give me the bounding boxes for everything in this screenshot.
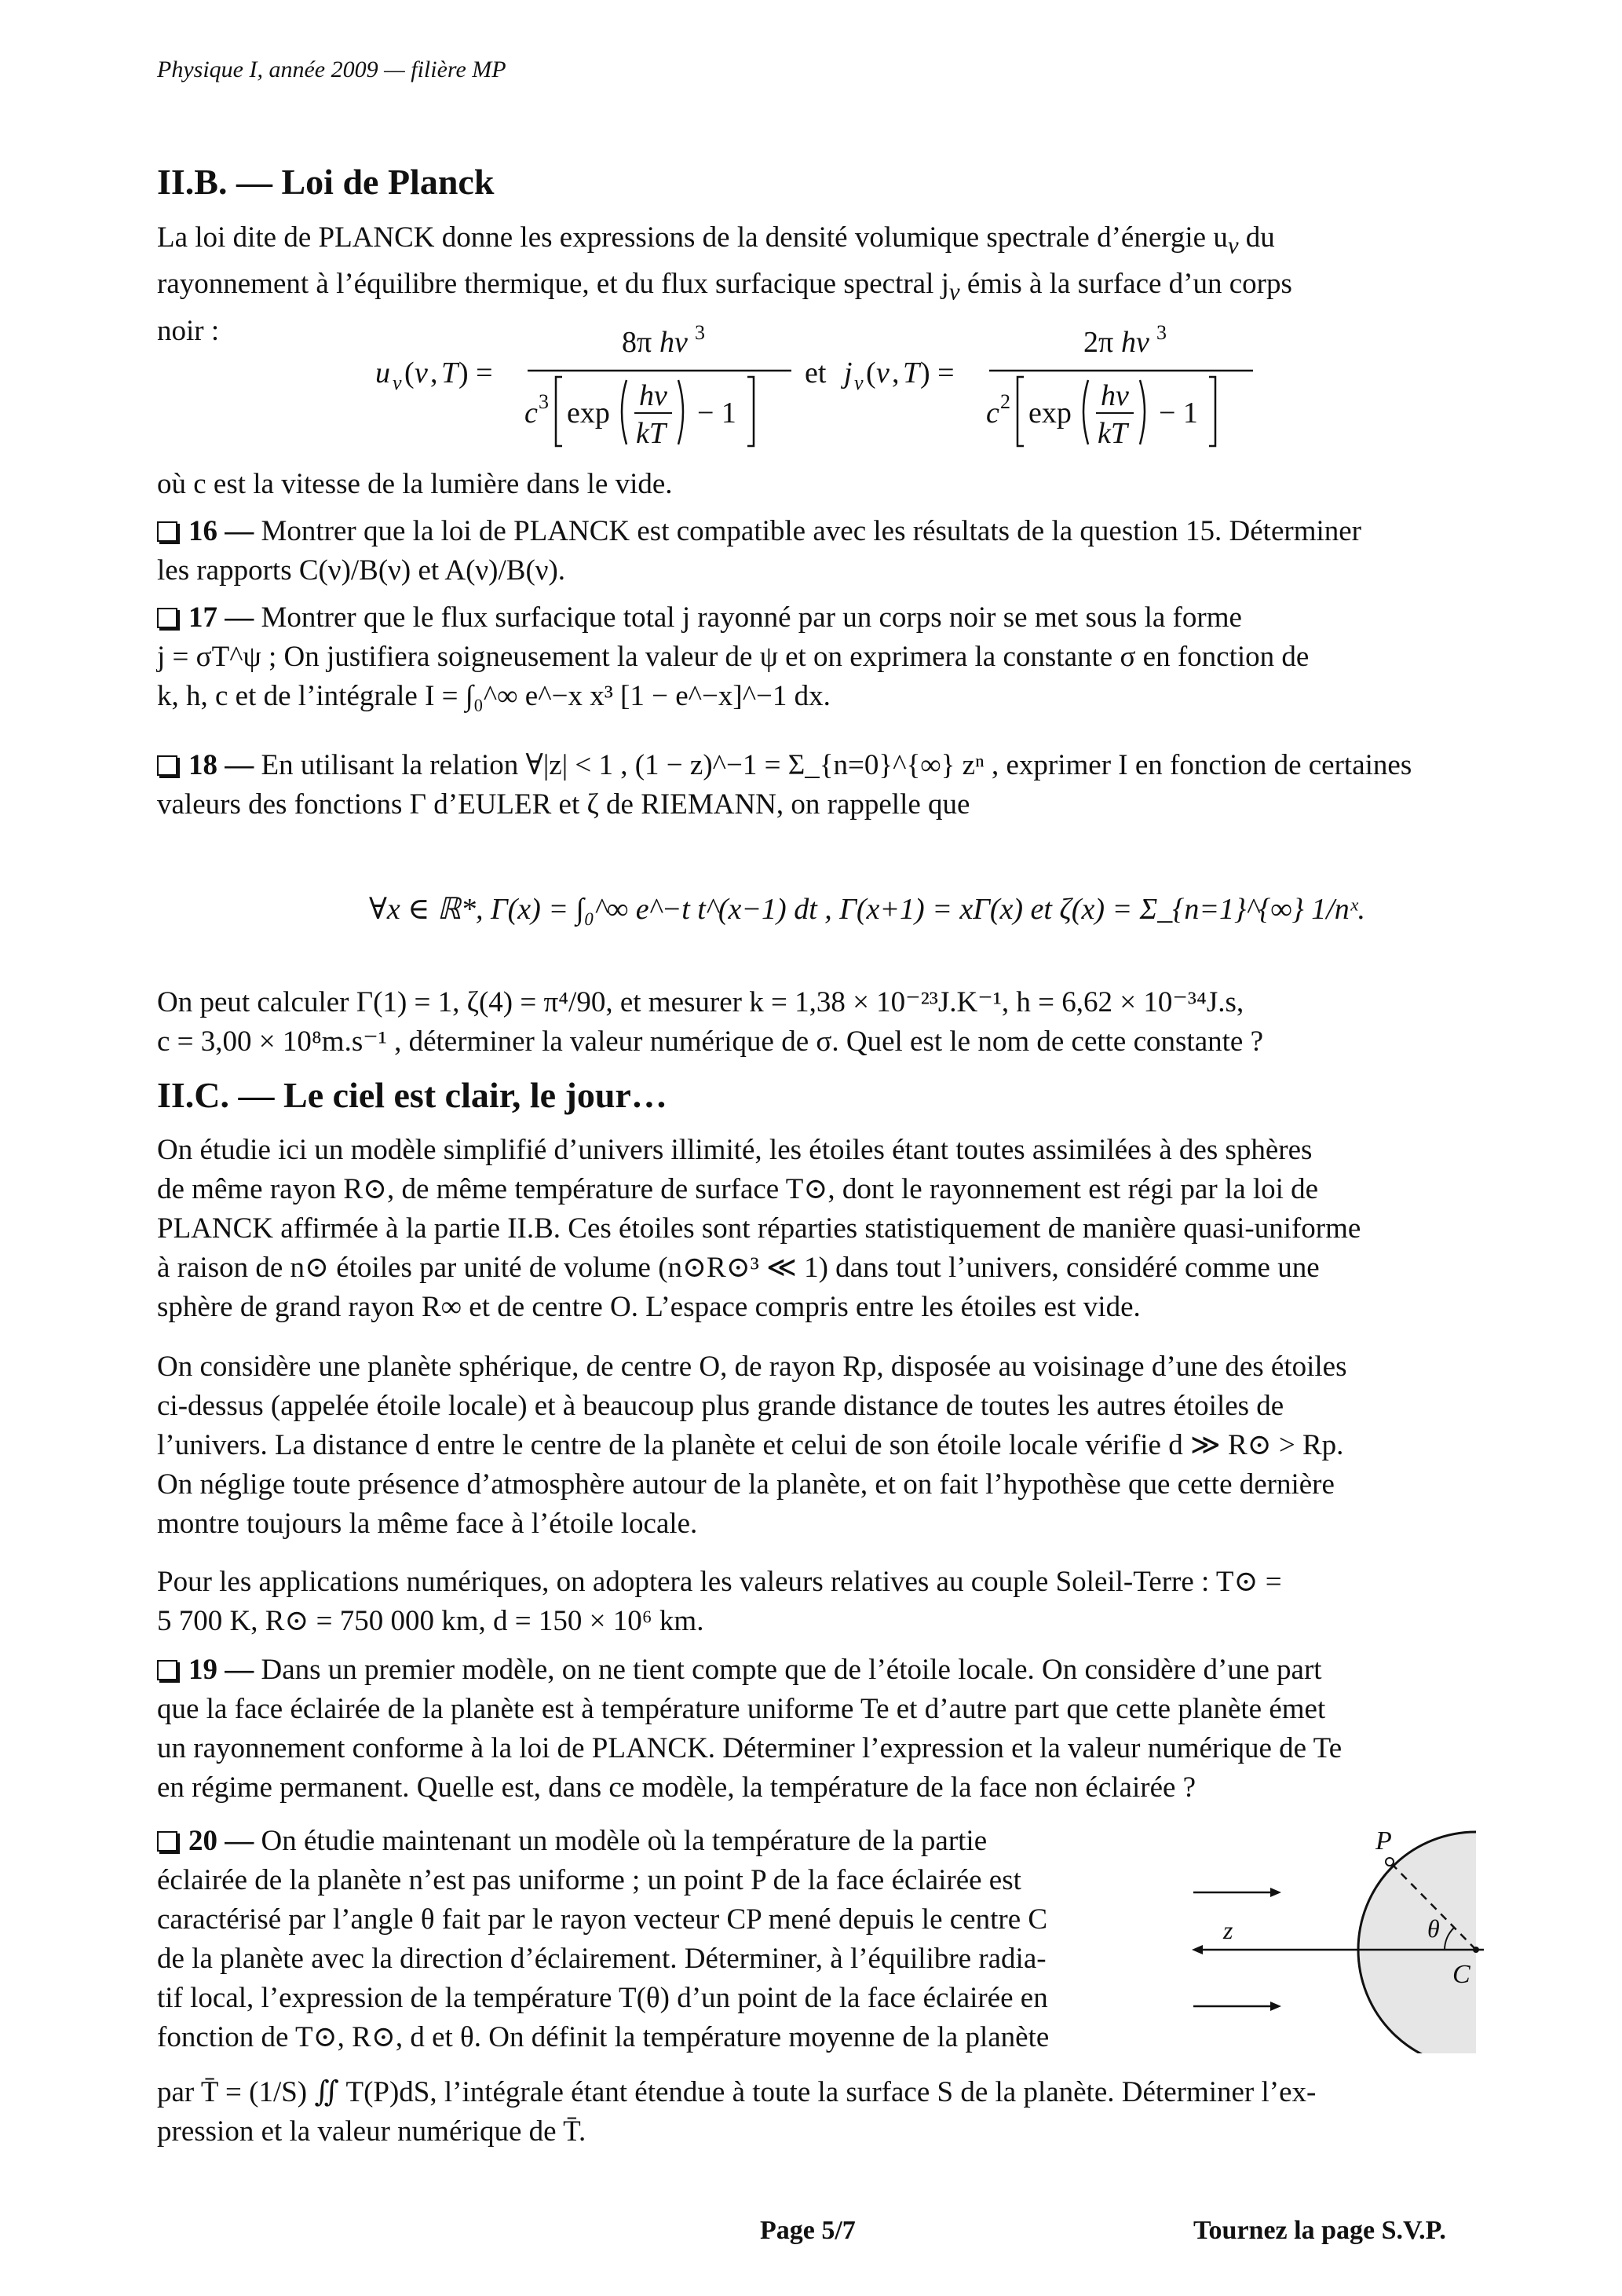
svg-text:exp: exp xyxy=(1028,397,1072,430)
q18-line-3: On peut calculer Γ(1) = 1, ζ(4) = π⁴/90, et mesurer k = 1,38 × 10⁻²³J.K⁻¹, h = 6,62 × 10⁻³⁴J.s, xyxy=(157,986,1244,1018)
p1-line: à raison de n⊙ étoiles par unité de volume (n⊙R⊙³ ≪ 1) dans tout l’univers, considéré comme une xyxy=(157,1252,1320,1284)
planet-disc xyxy=(1358,1832,1484,2053)
label-c: C xyxy=(1452,1960,1470,1989)
question-18 xyxy=(157,746,1476,824)
svg-text:hν: hν xyxy=(1121,326,1149,359)
svg-text:(: ( xyxy=(404,356,415,389)
page-number: Page 5/7 xyxy=(760,2216,856,2245)
svg-text:ν: ν xyxy=(854,371,864,394)
p2-line: l’univers. La distance d entre le centre de la planète et celui de son étoile locale vérifie d ≫ R⊙ > Rp. xyxy=(157,1429,1344,1461)
p2-line: montre toujours la même face à l’étoile locale. xyxy=(157,1508,698,1540)
svg-text:,: , xyxy=(892,356,900,389)
svg-text:ν: ν xyxy=(393,371,402,394)
svg-text:u: u xyxy=(375,356,390,389)
q20-line: tif local, l’expression de la température T(θ) d’un point de la face éclairée en xyxy=(157,1982,1048,2014)
q20-line: de la planète avec la direction d’éclairement. Déterminer, à l’équilibre radia- xyxy=(157,1943,1047,1975)
section-c-paragraph-2 xyxy=(157,1347,1476,1544)
p2-line: On considère une planète sphérique, de centre O, de rayon Rp, disposée au voisinage d’une des étoiles xyxy=(157,1351,1347,1383)
section-title-planck: II.B. — Loi de Planck xyxy=(157,162,495,202)
p1-line: PLANCK affirmée à la partie II.B. Ces étoiles sont réparties statistiquement de manière quasi-uniforme xyxy=(157,1212,1361,1245)
intro-line-1: La loi dite de PLANCK donne les expressions de la densité volumique spectrale d’énergie $u_\nu$ du xyxy=(157,221,1275,259)
p1-line: de même rayon R⊙, de même température de surface T⊙, dont le rayonnement est régi par la loi de xyxy=(157,1173,1319,1205)
intro-line-3: noir : xyxy=(157,314,220,347)
svg-text:c: c xyxy=(524,397,538,430)
q20-line-last-1: par T̄ = (1/S) ∬ T(P)dS, l’intégrale étant étendue à toute la surface S de la planète. Déterminer l’ex- xyxy=(157,2076,1317,2108)
q20-line: éclairée de la planète n’est pas uniforme ; un point P de la face éclairée est xyxy=(157,1864,1021,1896)
q18-line-4: c = 3,00 × 10⁸m.s⁻¹ , déterminer la valeur numérique de σ. Quel est le nom de cette constante ? xyxy=(157,1026,1263,1058)
svg-text:3: 3 xyxy=(539,390,549,413)
q20-line: fonction de T⊙, R⊙, d et θ. On définit la température moyenne de la planète xyxy=(157,2021,1050,2053)
turn-page-note: Tournez la page S.V.P. xyxy=(1193,2216,1446,2245)
p1-line: sphère de grand rayon R∞ et de centre O. L’espace compris entre les étoiles est vide. xyxy=(157,1291,1141,1323)
q16-line-2: les rapports C(ν)/B(ν) et A(ν)/B(ν). xyxy=(157,554,566,587)
section-c-paragraph-3 xyxy=(157,1563,1476,1641)
label-theta: θ xyxy=(1427,1914,1440,1943)
question-17 xyxy=(157,598,1476,716)
q19-line-1: 19 — Dans un premier modèle, on ne tient compte que de l’étoile locale. On considère d’une part xyxy=(157,1651,1476,1690)
svg-text:T: T xyxy=(903,356,920,389)
gamma-zeta-equation: ∀x ∈ ℝ*, Γ(x) = ∫₀^∞ e^−t t^(x−1) dt , Γ(x+1) = xΓ(x) et ζ(x) = Σ_{n=1}^{∞} 1/nˣ. xyxy=(369,893,1366,926)
svg-text:) =: ) = xyxy=(920,356,955,389)
svg-text:− 1: − 1 xyxy=(697,397,736,430)
section-c-paragraph-1 xyxy=(157,1131,1476,1327)
planet-diagram xyxy=(1178,1826,1484,2053)
svg-text:kT: kT xyxy=(1098,417,1127,450)
svg-text:hν: hν xyxy=(639,379,667,412)
q20-line-last-2: pression et la valeur numérique de T̄. xyxy=(157,2115,586,2148)
svg-text:hν: hν xyxy=(659,326,688,359)
question-16 xyxy=(157,512,1476,590)
svg-text:kT: kT xyxy=(636,417,666,450)
axis-z-head xyxy=(1192,1945,1203,1954)
q17-line-2: j = σT^ψ ; On justifiera soigneusement la valeur de ψ et on exprimera la constante σ en fonction de xyxy=(157,641,1310,673)
arrow-top-head xyxy=(1270,1888,1281,1897)
running-header: Physique I, année 2009 — filière MP xyxy=(157,57,506,82)
p2-line: ci-dessus (appelée étoile locale) et à beaucoup plus grande distance de toutes les autres étoiles de xyxy=(157,1390,1284,1422)
point-c xyxy=(1473,1947,1479,1953)
svg-text:et: et xyxy=(805,356,827,389)
p3-line: 5 700 K, R⊙ = 750 000 km, d = 150 × 10⁶ km. xyxy=(157,1605,704,1637)
section-title-ciel: II.C. — Le ciel est clair, le jour… xyxy=(157,1075,667,1115)
svg-text:3: 3 xyxy=(1156,322,1167,344)
label-z: z xyxy=(1223,1916,1233,1944)
svg-text:ν: ν xyxy=(415,356,428,389)
svg-text:T: T xyxy=(441,356,458,389)
q18-line-1: 18 — En utilisant la relation ∀|z| < 1 , (1 − z)^−1 = Σ_{n=0}^{∞} zⁿ , exprimer I en fonction de certaines xyxy=(157,746,1476,785)
svg-text:exp: exp xyxy=(567,397,610,430)
svg-text:3: 3 xyxy=(695,322,705,344)
svg-text:2π: 2π xyxy=(1083,326,1114,359)
p1-line: On étudie ici un modèle simplifié d’univers illimité, les étoiles étant toutes assimilées à des sphères xyxy=(157,1134,1313,1166)
q17-line-3: k, h, c et de l’intégrale I = ∫₀^∞ e^−x x³ [1 − e^−x]^−1 dx. xyxy=(157,680,831,712)
intro-line-2: rayonnement à l’équilibre thermique, et du flux surfacique spectral $j_\nu$ émis à la surface d’un corps xyxy=(157,268,1292,305)
svg-text:ν: ν xyxy=(876,356,890,389)
q17-line-1: 17 — Montrer que le flux surfacique total j rayonné par un corps noir se met sous la forme xyxy=(157,598,1476,638)
svg-text:,: , xyxy=(430,356,438,389)
p3-line: Pour les applications numériques, on adoptera les valeurs relatives au couple Soleil-Terre : T⊙ = xyxy=(157,1566,1282,1598)
question-20 xyxy=(157,1822,1162,2057)
svg-text:hν: hν xyxy=(1101,379,1129,412)
label-p: P xyxy=(1375,1826,1392,1855)
light-speed-note: où c est la vitesse de la lumière dans le vide. xyxy=(157,468,673,500)
q18-values xyxy=(157,983,1476,1062)
svg-text:) =: ) = xyxy=(458,356,493,389)
q18-line-2: valeurs des fonctions Γ d’EULER et ζ de RIEMANN, on rappelle que xyxy=(157,788,970,821)
svg-text:j: j xyxy=(844,356,853,389)
svg-text:c: c xyxy=(986,397,999,430)
checkbox-icon xyxy=(157,1660,177,1680)
q20-line: caractérisé par l’angle θ fait par le rayon vecteur CP mené depuis le centre C xyxy=(157,1903,1048,1936)
planck-equations xyxy=(361,322,1272,463)
q19-line: en régime permanent. Quelle est, dans ce modèle, la température de la face non éclairée ? xyxy=(157,1771,1196,1804)
q19-line: que la face éclairée de la planète est à température uniforme Te et d’autre part que cette planète émet xyxy=(157,1693,1326,1725)
p2-line: On néglige toute présence d’atmosphère autour de la planète, et on fait l’hypothèse que cette dernière xyxy=(157,1468,1335,1501)
svg-text:− 1: − 1 xyxy=(1159,397,1198,430)
q20-tail xyxy=(157,2073,1476,2152)
point-p xyxy=(1386,1858,1394,1866)
checkbox-icon xyxy=(157,755,177,776)
svg-text:2: 2 xyxy=(1000,390,1010,413)
q16-line-1: 16 — Montrer que la loi de PLANCK est compatible avec les résultats de la question 15. Déterminer xyxy=(157,512,1476,551)
svg-text:8π: 8π xyxy=(622,326,652,359)
q20-line-1: 20 — On étudie maintenant un modèle où la température de la partie xyxy=(157,1822,1162,1861)
checkbox-icon xyxy=(157,608,177,628)
checkbox-icon xyxy=(157,1831,177,1852)
q19-line: un rayonnement conforme à la loi de PLANCK. Déterminer l’expression et la valeur numérique de Te xyxy=(157,1732,1343,1764)
question-19 xyxy=(157,1651,1476,1808)
arrow-bottom-head xyxy=(1270,2002,1281,2011)
svg-text:(: ( xyxy=(866,356,876,389)
checkbox-icon xyxy=(157,521,177,542)
